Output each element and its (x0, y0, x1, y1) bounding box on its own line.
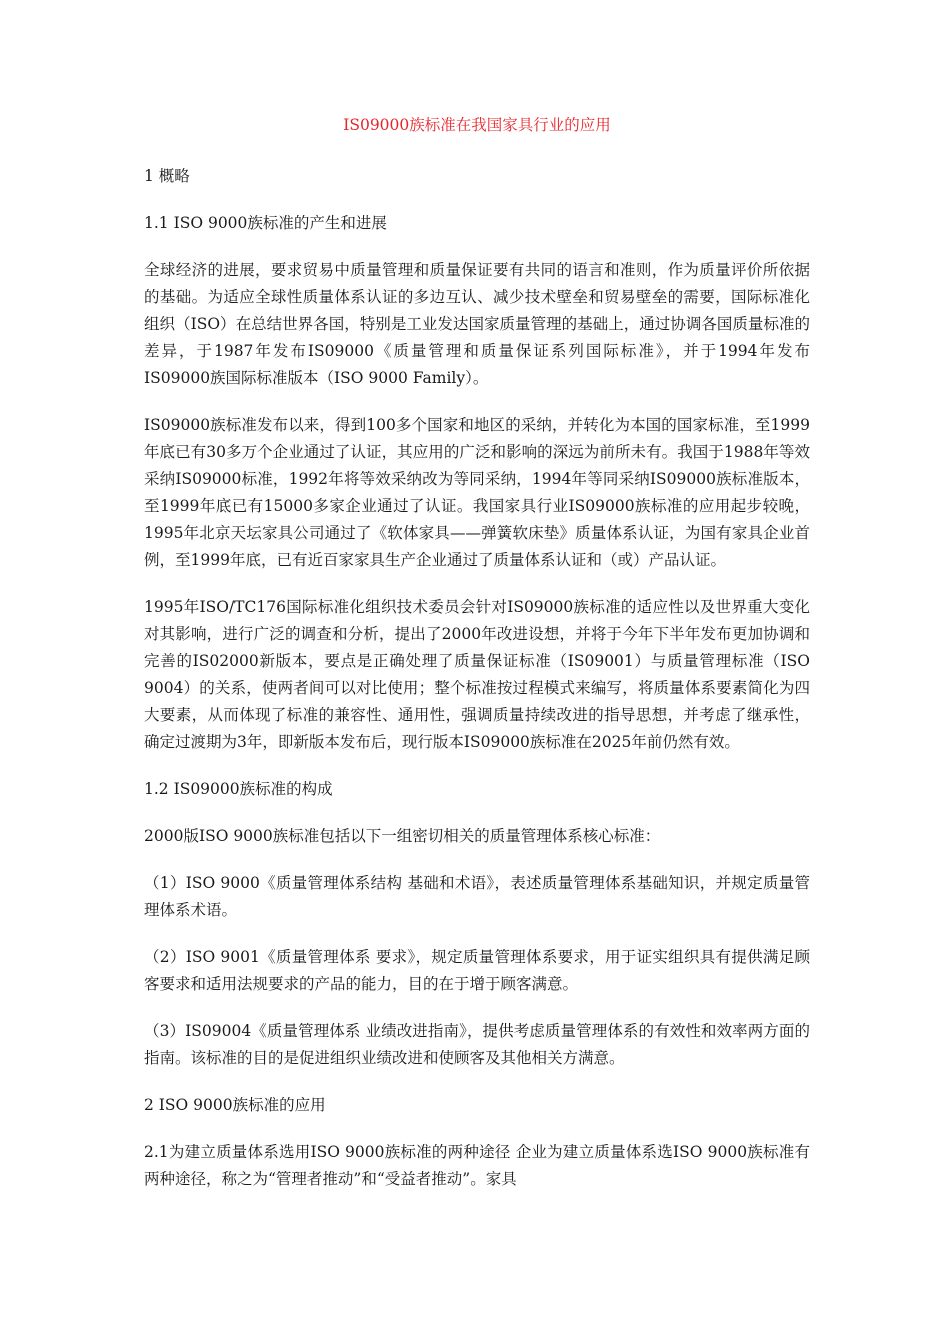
list-item-paragraph: （2）ISO 9001《质量管理体系 要求》，规定质量管理体系要求，用于证实组织具有提供满足顾客要求和适用法规要求的产品的能力，目的在于增于顾客满意。 (144, 948, 810, 993)
section-heading-2: 2 ISO 9000族标准的应用 (144, 1096, 326, 1114)
paragraph: 2.1为建立质量体系选用ISO 9000族标准的两种途径 企业为建立质量体系选ISO 9000族标准有两种途径，称之为“管理者推动”和“受益者推动”。家具 (144, 1143, 810, 1188)
paragraph: 全球经济的进展，要求贸易中质量管理和质量保证要有共同的语言和准则，作为质量评价所依据的基础。为适应全球性质量体系认证的多边互认、减少技术壁垒和贸易壁垒的需要，国际标准化组织（ISO）在总结世界各国，特别是工业发达国家质量管理的基础上，通过协调各国质量标准的差异，于1987年发布IS09000《质量管理和质量保证系列国际标准》，并于1994年发布IS09000族国际标准版本（ISO 9000 Family）。 (144, 261, 810, 387)
list-item-paragraph: （3）IS09004《质量管理体系 业绩改进指南》，提供考虑质量管理体系的有效性和效率两方面的指南。该标准的目的是促进组织业绩改进和使顾客及其他相关方满意。 (144, 1022, 810, 1067)
section-heading-1-1: 1.1 ISO 9000族标准的产生和进展 (144, 214, 387, 232)
paragraph: 2000版ISO 9000族标准包括以下一组密切相关的质量管理体系核心标准： (144, 827, 661, 845)
list-item-paragraph: （1）ISO 9000《质量管理体系结构 基础和术语》，表述质量管理体系基础知识，并规定质量管理体系术语。 (144, 874, 810, 919)
paragraph: 1995年ISO/TC176国际标准化组织技术委员会针对IS09000族标准的适应性以及世界重大变化对其影响，进行广泛的调查和分析，提出了2000年改进设想，并将于今年下半年发布更加协调和完善的IS02000新版本，要点是正确处理了质量保证标准（IS09001）与质量管理标准（ISO 9004）的关系，使两者间可以对比使用；整个标准按过程模式来编写，将质量体系要素简化为四大要素，从而体现了标准的兼容性、通用性，强调质量持续改进的指导思想，并考虑了继承性，确定过渡期为3年，即新版本发布后，现行版本IS09000族标准在2025年前仍然有效。 (144, 598, 810, 751)
paragraph: IS09000族标准发布以来，得到100多个国家和地区的采纳，并转化为本国的国家标准，至1999年底已有30多万个企业通过了认证，其应用的广泛和影响的深远为前所未有。我国于1988年等效采纳IS09000标准，1992年将等效采纳改为等同采纳，1994年等同采纳IS09000族标准版本，至1999年底已有15000多家企业通过了认证。我国家具行业IS09000族标准的应用起步较晚，1995年北京天坛家具公司通过了《软体家具——弹簧软床垫》质量体系认证，为国有家具企业首例，至1999年底，已有近百家家具生产企业通过了质量体系认证和（或）产品认证。 (144, 416, 810, 569)
document-title: IS09000族标准在我国家具行业的应用 (343, 116, 611, 134)
section-heading-1: 1 概略 (144, 167, 190, 185)
section-heading-1-2: 1.2 IS09000族标准的构成 (144, 780, 333, 798)
document-body (144, 112, 810, 1213)
